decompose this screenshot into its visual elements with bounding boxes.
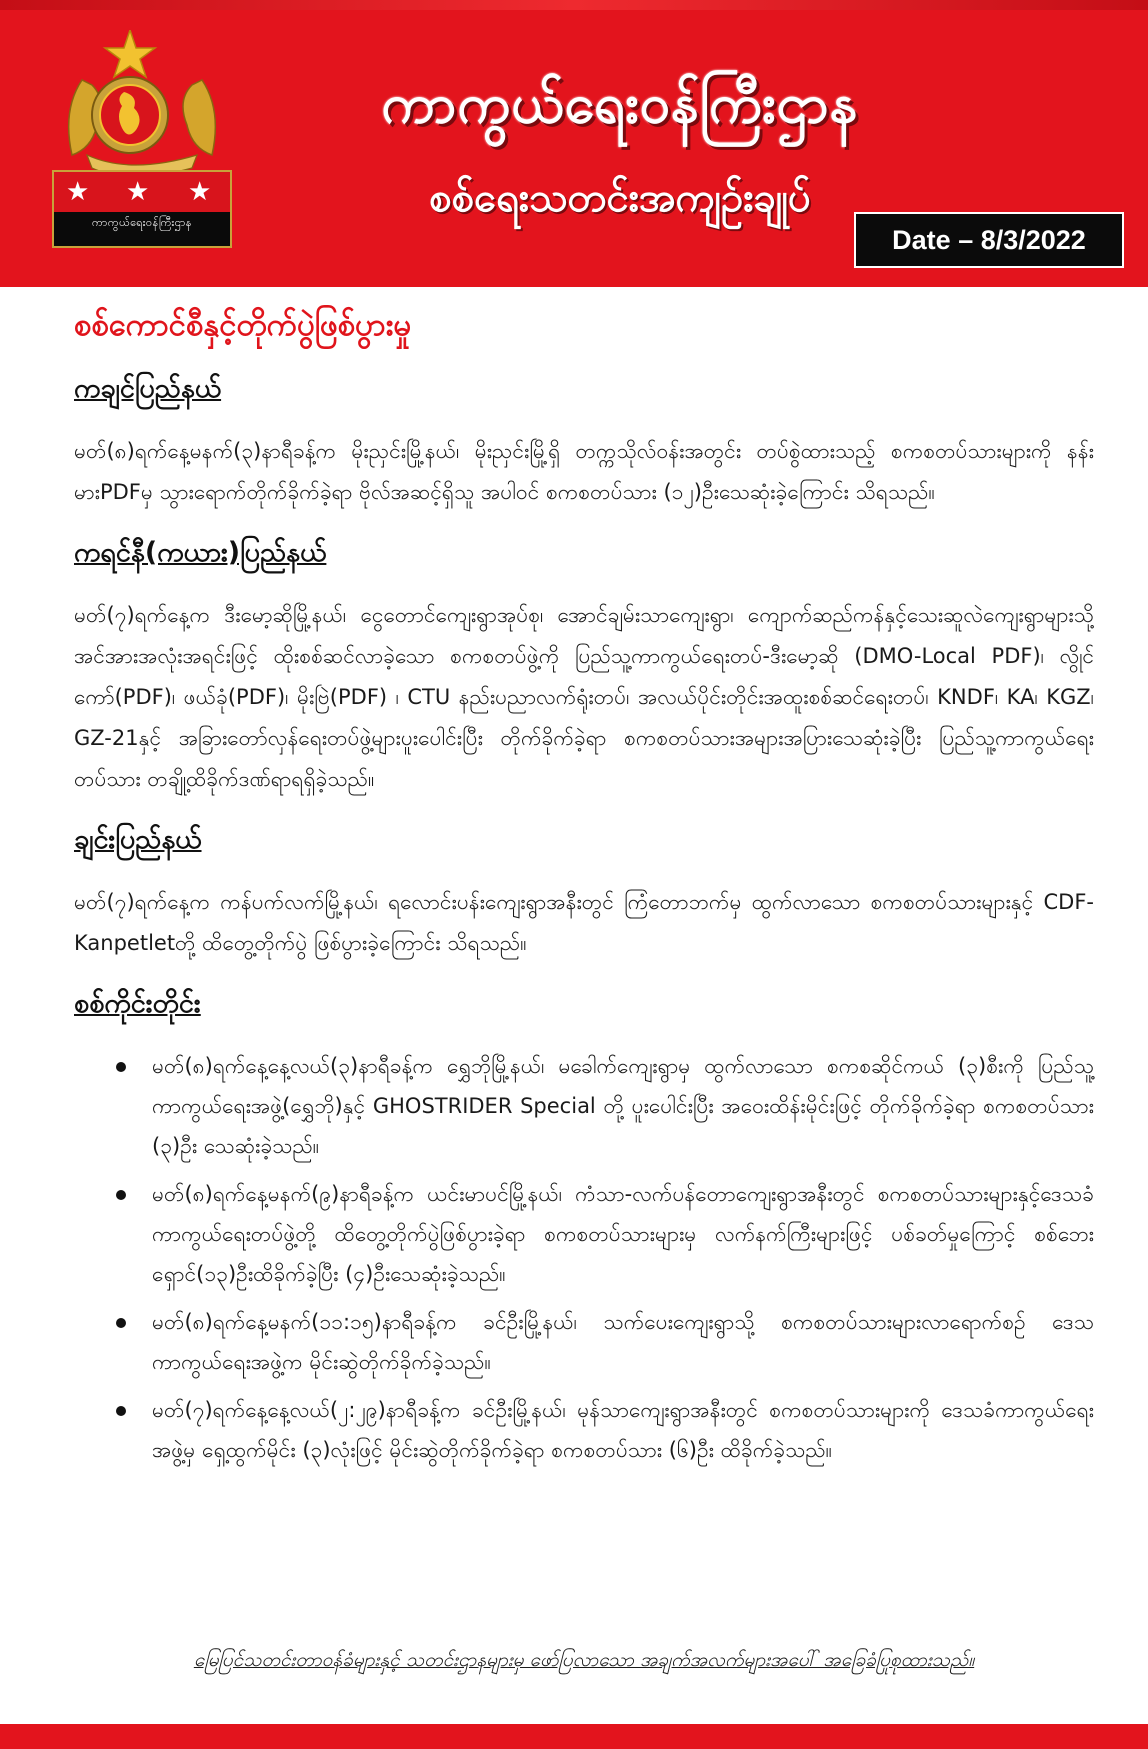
bullet-icon [116, 1190, 126, 1200]
section-heading: ကချင်ပြည်နယ် [74, 373, 222, 404]
footer-bar [0, 1724, 1148, 1749]
emblem-flag [52, 170, 232, 248]
section-sagaing [74, 986, 1094, 1470]
bullet-icon [116, 1062, 126, 1072]
ministry-title: ကာကွယ်ရေးဝန်ကြီးဌာန [381, 72, 859, 135]
section-heading: စစ်ကိုင်းတိုင်း [74, 988, 201, 1019]
section-chin [74, 822, 1094, 964]
star-icon: ★ [126, 177, 150, 207]
bullet-icon [116, 1406, 126, 1416]
bullet-list [74, 1046, 1094, 1470]
list-item-text: မတ်(၈)ရက်နေ့မနက်(၉)နာရီခန့်က ယင်းမာပင်မြို့နယ်၊ ကံသာ-လက်ပန်တောကျေးရွာအနီးတွင် စကစတပ်သားများနှင့်ဒေသခံကာကွယ်ရေးတပ်ဖွဲ့တို့ ထိတွေ့တိုက်ပွဲဖြစ်ပွားခဲ့ရာ စကစတပ်သားများမှ လက်နက်ကြီးများဖြင့် ပစ်ခတ်မှုကြောင့် စစ်ဘေးရှောင်(၁၃)ဦးထိခိုက်ခဲ့ပြီး (၄)ဦးသေဆုံးခဲ့သည်။ [152, 1182, 1094, 1286]
bulletin-subtitle: စစ်ရေးသတင်းအကျဉ်းချုပ် [429, 175, 811, 221]
date-badge: Date – 8/3/2022 [854, 212, 1124, 268]
header-banner [0, 0, 1148, 287]
list-item [74, 1302, 1094, 1382]
section-heading: ကရင်နီ(ကယား)ပြည်နယ် [74, 537, 327, 568]
emblem-crest-icon [52, 30, 232, 180]
list-item-text: မတ်(၈)ရက်နေ့မနက်(၁၁:၁၅)နာရီခန့်က ခင်ဦးမြို့နယ်၊ သက်ပေးကျေးရွာသို့ စကစတပ်သားများလာရောက်စဉ် ဒေသကာကွယ်ရေးအဖွဲ့က မိုင်းဆွဲတိုက်ခိုက်ခဲ့သည်။ [152, 1310, 1094, 1374]
list-item-text: မတ်(၇)ရက်နေ့နေ့လယ်(၂:၂၉)နာရီခန့်က ခင်ဦးမြို့နယ်၊ မုန်သာကျေးရွာအနီးတွင် စကစတပ်သားများကို ဒေသခံကာကွယ်ရေးအဖွဲ့မှ ရှေ့ထွက်မိုင်း (၃)လုံးဖြင့် မိုင်းဆွဲတိုက်ခိုက်ခဲ့ရာ စကစတပ်သား (၆)ဦး ထိခိုက်ခဲ့သည်။ [152, 1398, 1094, 1462]
star-icon: ★ [188, 177, 212, 207]
list-item [74, 1046, 1094, 1166]
bullet-icon [116, 1318, 126, 1328]
list-item-text: မတ်(၈)ရက်နေ့နေ့လယ်(၃)နာရီခန့်က ရွှေဘိုမြို့နယ်၊ မခေါက်ကျေးရွာမှ ထွက်လာသော စကစဆိုင်ကယ် (၃)စီးကို ပြည်သူ့ကာကွယ်ရေးအဖွဲ့(ရွှေဘို)နှင့် GHOSTRIDER Special တို့ ပူးပေါင်းပြီး အဝေးထိန်းမိုင်းဖြင့် တိုက်ခိုက်ခဲ့ရာ စကစတပ်သား (၃)ဦး သေဆုံးခဲ့သည်။ [152, 1054, 1094, 1158]
star-icon: ★ [66, 177, 90, 207]
bulletin-body [74, 305, 1094, 1492]
emblem-caption: ကာကွယ်ရေးဝန်ကြီးဌာန [92, 216, 192, 229]
header-stripe [0, 0, 1148, 10]
list-item [74, 1390, 1094, 1470]
section-heading: ချင်းပြည်နယ် [74, 824, 202, 855]
section-paragraph: မတ်(၇)ရက်နေ့က ဒီးမော့ဆိုမြို့နယ်၊ ငွေတောင်ကျေးရွာအုပ်စု၊ အောင်ချမ်းသာကျေးရွာ၊ ကျောက်ဆည်ကန်နှင့်သေးဆူလဲကျေးရွာများသို့ အင်အားအလုံးအရင်းဖြင့် ထိုးစစ်ဆင်လာခဲ့သော စကစတပ်ဖွဲ့ကို ပြည်သူ့ကာကွယ်ရေးတပ်-ဒီးမော့ဆို (DMO-Local PDF)၊ လွိုင်ကော်(PDF)၊ ဖယ်ခုံ(PDF)၊ မိုးဗြဲ(PDF) ၊ CTU နည်းပညာလက်ရုံးတပ်၊ အလယ်ပိုင်းတိုင်းအထူးစစ်ဆင်ရေးတပ်၊ KNDF၊ KA၊ KGZ၊ GZ-21နှင့် အခြားတော်လှန်ရေးတပ်ဖွဲ့များပူးပေါင်းပြီး တိုက်ခိုက်ခဲ့ရာ စကစတပ်သားအများအပြားသေဆုံးခဲ့ပြီး ပြည်သူ့ကာကွယ်ရေးတပ်သား တချို့ထိခိုက်ဒဏ်ရာရရှိခဲ့သည်။ [74, 603, 1094, 791]
section-karenni [74, 535, 1094, 800]
ministry-emblem [52, 30, 232, 248]
flag-red-band [54, 172, 230, 212]
list-item [74, 1174, 1094, 1294]
section-paragraph: မတ်(၇)ရက်နေ့က ကန်ပက်လက်မြို့နယ်၊ ရလောင်းပန်းကျေးရွာအနီးတွင် ကြံတောဘက်မှ ထွက်လာသော စကစတပ်သားများနှင့် CDF-Kanpetletတို့ ထိတွေ့တိုက်ပွဲ ဖြစ်ပွားခဲ့ကြောင်း သိရသည်။ [74, 890, 1094, 955]
document-title: စစ်ကောင်စီနှင့်တိုက်ပွဲဖြစ်ပွားမှု [74, 307, 412, 343]
section-paragraph: မတ်(၈)ရက်နေ့မနက်(၃)နာရီခန့်က မိုးညှင်းမြို့နယ်၊ မိုးညှင်းမြို့ရှိ တက္ကသိုလ်ဝန်းအတွင်း တပ်စွဲထားသည့် စကစတပ်သားများကို နန်းမားPDFမှ သွားရောက်တိုက်ခိုက်ခဲ့ရာ ဗိုလ်အဆင့်ရှိသူ အပါဝင် စကစတပ်သား (၁၂)ဦးသေဆုံးခဲ့ကြောင်း သိရသည်။ [74, 439, 1094, 504]
section-kachin [74, 371, 1094, 513]
source-footnote: မြေပြင်သတင်းတာဝန်ခံများနှင့် သတင်းဌာနများမှ ဖော်ပြလာသော အချက်အလက်များအပေါ် အခြေခံပြုစုထားသည်။ [193, 1649, 975, 1671]
